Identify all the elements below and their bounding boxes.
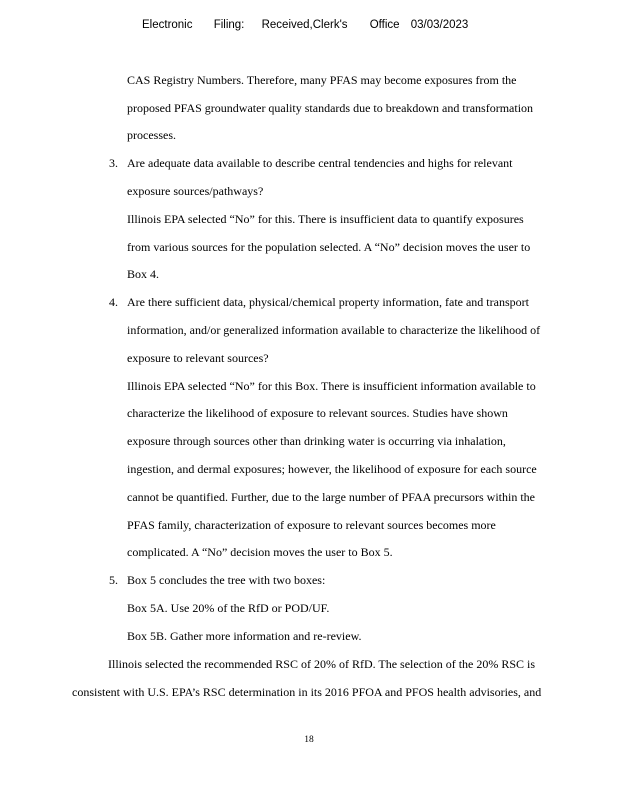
list-number: 4.: [109, 295, 118, 309]
body-line: proposed PFAS groundwater quality standards due to breakdown and transformation: [127, 101, 534, 115]
header-office: Office: [369, 19, 400, 31]
body-line: processes.: [127, 128, 176, 142]
body-line: Are adequate data available to describe central tendencies and highs for relevant: [127, 156, 513, 170]
header-date: 03/03/2023: [410, 19, 469, 31]
body-line: exposure through sources other than drinking water is occurring via inhalation,: [127, 434, 506, 448]
body-line: cannot be quantified. Further, due to the large number of PFAA precursors within the: [127, 490, 535, 504]
body-line: Illinois EPA selected “No” for this Box. There is insufficient information available to: [127, 379, 536, 393]
page-number: 18: [304, 735, 314, 745]
body-line: information, and/or generalized information available to characterize the likelihood of: [127, 323, 541, 337]
body-line: Box 5 concludes the tree with two boxes:: [127, 573, 326, 587]
body-line: Illinois selected the recommended RSC of 20% of RfD. The selection of the 20% RSC is: [108, 657, 536, 671]
body-line: Box 4.: [127, 267, 160, 281]
list-number: 5.: [109, 573, 118, 587]
body-line: characterize the likelihood of exposure to relevant sources. Studies have shown: [127, 406, 508, 420]
body-line: complicated. A “No” decision moves the user to Box 5.: [127, 545, 393, 559]
header-filing: Filing:: [213, 19, 245, 31]
body-line: consistent with U.S. EPA’s RSC determination in its 2016 PFOA and PFOS health advisories, and: [72, 685, 542, 699]
body-line: exposure to relevant sources?: [127, 351, 269, 365]
body-line: ingestion, and dermal exposures; however, the likelihood of exposure for each source: [127, 462, 537, 476]
body-line: Box 5A. Use 20% of the RfD or POD/UF.: [127, 601, 330, 615]
header-electronic: Electronic: [142, 19, 193, 31]
list-number: 3.: [109, 156, 118, 170]
body-line: CAS Registry Numbers. Therefore, many PFAS may become exposures from the: [127, 73, 517, 87]
body-line: Illinois EPA selected “No” for this. There is insufficient data to quantify exposures: [127, 212, 524, 226]
header-received-clerks: Received,Clerk's: [261, 19, 348, 31]
body-line: exposure sources/pathways?: [127, 184, 264, 198]
body-line: Box 5B. Gather more information and re-review.: [127, 629, 362, 643]
body-line: PFAS family, characterization of exposure to relevant sources becomes more: [127, 518, 496, 532]
body-line: from various sources for the population selected. A “No” decision moves the user to: [127, 240, 531, 254]
filing-header: [142, 19, 468, 31]
body-line: Are there sufficient data, physical/chemical property information, fate and transport: [127, 295, 529, 309]
